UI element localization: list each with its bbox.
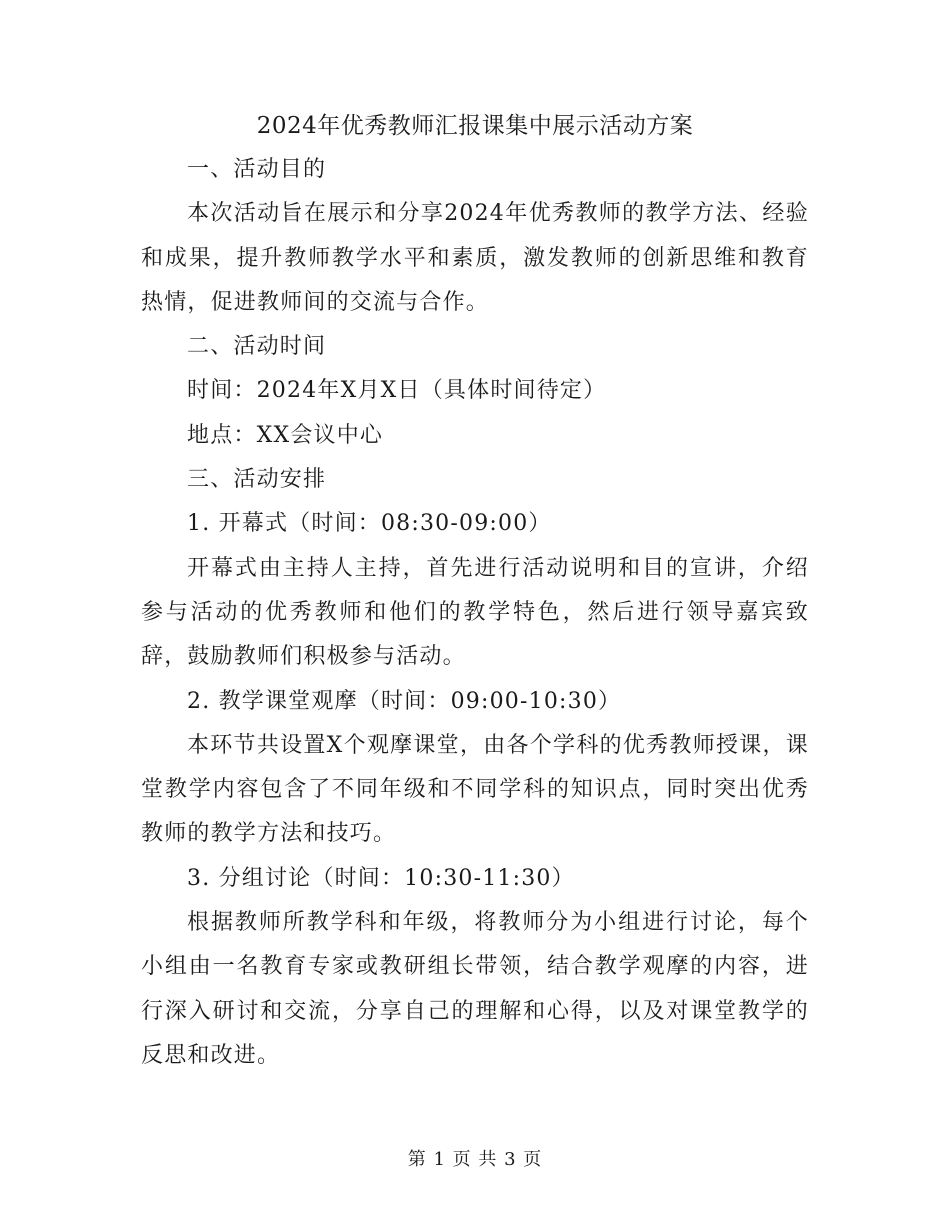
schedule-item-discussion: 3. 分组讨论（时间：10:30-11:30） (187, 865, 575, 891)
document-title: 2024年优秀教师汇报课集中展示活动方案 (256, 113, 694, 139)
paragraph-location: 地点：XX会议中心 (187, 422, 384, 448)
schedule-item-opening: 1. 开幕式（时间：08:30-09:00） (187, 511, 552, 537)
schedule-item-observation: 2. 教学课堂观摩（时间：09:00-10:30） (187, 688, 622, 714)
paragraph-discussion: 根据教师所教学科和年级，将教师分为小组进行讨论，每个小组由一名教育专家或教研组长带领，结合教学观摩的内容，进行深入研讨和交流，分享自己的理解和心得，以及对课堂教学的反思和改进。 (141, 910, 809, 1068)
section-heading-time: 二、活动时间 (187, 334, 327, 360)
paragraph-observation: 本环节共设置X个观摩课堂，由各个学科的优秀教师授课，课堂教学内容包含了不同年级和不同学科的知识点，同时突出优秀教师的教学方法和技巧。 (141, 732, 809, 847)
paragraph-opening: 开幕式由主持人主持，首先进行活动说明和目的宣讲，介绍参与活动的优秀教师和他们的教学特色，然后进行领导嘉宾致辞，鼓励教师们积极参与活动。 (141, 555, 809, 670)
document-body (141, 148, 809, 1078)
paragraph-date: 时间：2024年X月X日（具体时间待定） (187, 378, 607, 404)
section-heading-schedule: 三、活动安排 (187, 467, 327, 493)
page-number-footer: 第 1 页 共 3 页 (407, 1149, 543, 1170)
paragraph-purpose: 本次活动旨在展示和分享2024年优秀教师的教学方法、经验和成果，提升教师教学水平和素质，激发教师的创新思维和教育热情，促进教师间的交流与合作。 (141, 201, 809, 315)
section-heading-purpose: 一、活动目的 (187, 157, 327, 182)
